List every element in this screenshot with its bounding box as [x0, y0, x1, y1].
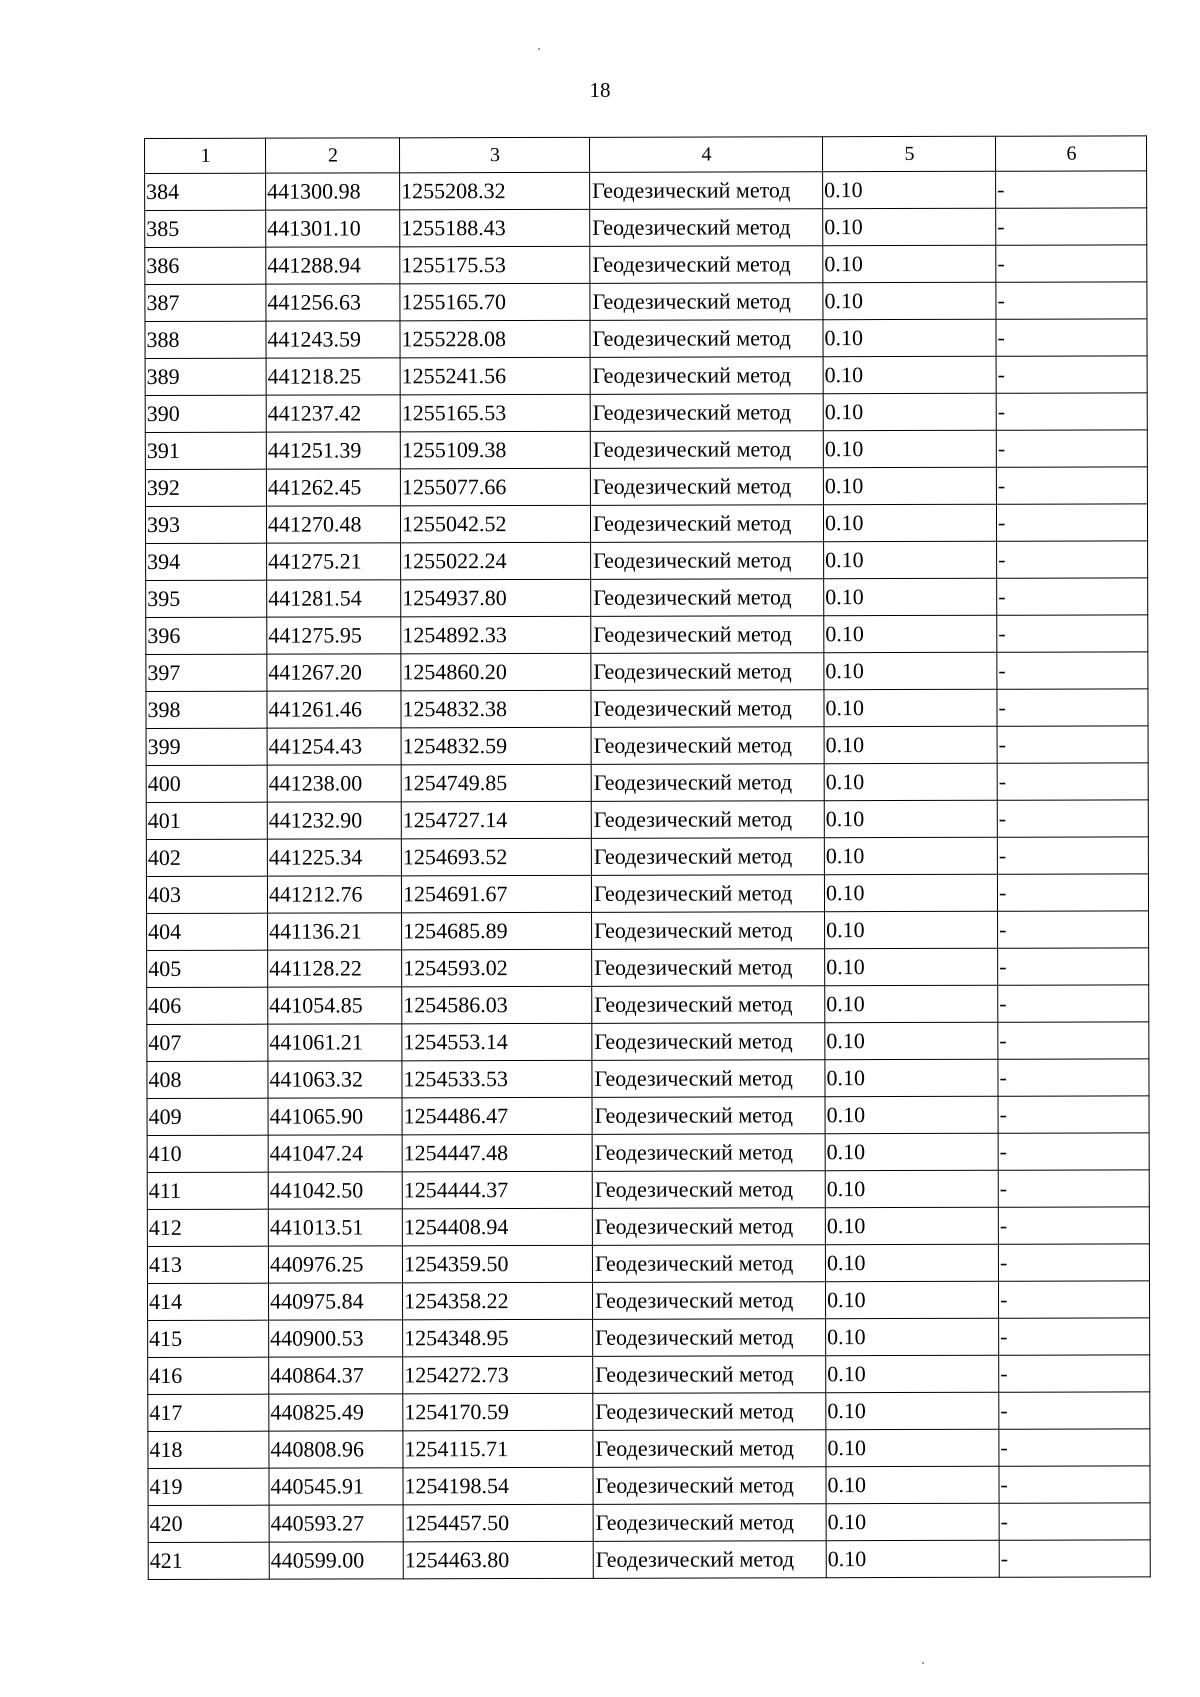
note-cell: - [998, 985, 1149, 1022]
accuracy-cell: 0.10 [824, 689, 997, 726]
point-number-cell: 420 [148, 1505, 269, 1542]
point-number-cell: 416 [148, 1357, 269, 1394]
x-coordinate-cell: 440900.53 [269, 1320, 403, 1357]
method-cell: Геодезический метод [591, 542, 824, 580]
method-cell: Геодезический метод [590, 505, 823, 543]
accuracy-cell: 0.10 [826, 1318, 999, 1355]
accuracy-cell: 0.10 [825, 1207, 998, 1244]
point-number-cell: 411 [147, 1172, 268, 1209]
note-cell: - [997, 689, 1148, 726]
table-row [148, 1540, 1150, 1580]
table-row [147, 1096, 1149, 1136]
y-coordinate-cell: 1254693.52 [401, 838, 591, 875]
x-coordinate-cell: 441261.46 [267, 691, 401, 728]
note-cell: - [998, 948, 1149, 985]
x-coordinate-cell: 441262.45 [266, 469, 400, 506]
accuracy-cell: 0.10 [823, 245, 996, 282]
accuracy-cell: 0.10 [824, 763, 997, 800]
note-cell: - [996, 319, 1147, 356]
table-row [148, 1466, 1150, 1506]
point-number-cell: 404 [147, 913, 268, 950]
note-cell: - [998, 1022, 1149, 1059]
note-cell: - [999, 1429, 1150, 1466]
note-cell: - [999, 1466, 1150, 1503]
method-cell: Геодезический метод [590, 172, 823, 210]
note-cell: - [997, 763, 1148, 800]
note-cell: - [997, 541, 1148, 578]
x-coordinate-cell: 440825.49 [269, 1394, 403, 1431]
method-cell: Геодезический метод [592, 1282, 825, 1320]
table-row [145, 282, 1147, 322]
accuracy-cell: 0.10 [825, 1244, 998, 1281]
y-coordinate-cell: 1255228.08 [400, 320, 590, 357]
y-coordinate-cell: 1255165.53 [400, 394, 590, 431]
table-row [147, 1133, 1149, 1173]
method-cell: Геодезический метод [593, 1393, 826, 1431]
point-number-cell: 415 [148, 1320, 269, 1357]
x-coordinate-cell: 441047.24 [268, 1135, 402, 1172]
point-number-cell: 406 [147, 987, 268, 1024]
point-number-cell: 385 [145, 210, 266, 247]
x-coordinate-cell: 441237.42 [266, 395, 400, 432]
x-coordinate-cell: 441300.98 [266, 173, 400, 210]
method-cell: Геодезический метод [592, 949, 825, 987]
accuracy-cell: 0.10 [825, 1096, 998, 1133]
method-cell: Геодезический метод [591, 616, 824, 654]
note-cell: - [997, 726, 1148, 763]
note-cell: - [998, 1207, 1149, 1244]
point-number-cell: 414 [147, 1283, 268, 1320]
table-row [146, 837, 1148, 877]
y-coordinate-cell: 1254457.50 [403, 1504, 593, 1541]
note-cell: - [997, 652, 1148, 689]
note-cell: - [996, 467, 1147, 504]
accuracy-cell: 0.10 [826, 1429, 999, 1466]
y-coordinate-cell: 1254272.73 [403, 1356, 593, 1393]
table-row [147, 1022, 1149, 1062]
table-row [147, 948, 1149, 988]
y-coordinate-cell: 1255042.52 [400, 505, 590, 542]
x-coordinate-cell: 441270.48 [266, 506, 400, 543]
point-number-cell: 418 [148, 1431, 269, 1468]
point-number-cell: 401 [146, 802, 267, 839]
method-cell: Геодезический метод [593, 1467, 826, 1505]
accuracy-cell: 0.10 [826, 1503, 999, 1540]
x-coordinate-cell: 441063.32 [268, 1061, 402, 1098]
accuracy-cell: 0.10 [825, 1133, 998, 1170]
y-coordinate-cell: 1255241.56 [400, 357, 590, 394]
note-cell: - [999, 1392, 1150, 1429]
table-row [148, 1318, 1150, 1358]
accuracy-cell: 0.10 [825, 911, 998, 948]
method-cell: Геодезический метод [590, 394, 823, 432]
point-number-cell: 419 [148, 1468, 269, 1505]
table-row [146, 874, 1148, 914]
method-cell: Геодезический метод [591, 690, 824, 728]
page-number: 18 [589, 78, 611, 102]
accuracy-cell: 0.10 [824, 800, 997, 837]
y-coordinate-cell: 1255165.70 [400, 283, 590, 320]
accuracy-cell: 0.10 [825, 1281, 998, 1318]
column-header: 6 [995, 136, 1146, 171]
note-cell: - [997, 874, 1148, 911]
header-row [145, 136, 1147, 174]
y-coordinate-cell: 1254533.53 [402, 1060, 592, 1097]
column-header: 3 [400, 137, 590, 172]
method-cell: Геодезический метод [592, 1245, 825, 1283]
accuracy-cell: 0.10 [824, 541, 997, 578]
x-coordinate-cell: 441013.51 [268, 1209, 402, 1246]
point-number-cell: 396 [146, 617, 267, 654]
table-row [147, 1244, 1149, 1284]
x-coordinate-cell: 441254.43 [267, 728, 401, 765]
point-number-cell: 394 [146, 543, 267, 580]
x-coordinate-cell: 441281.54 [267, 580, 401, 617]
note-cell: - [998, 1281, 1149, 1318]
column-header: 5 [822, 136, 995, 171]
x-coordinate-cell: 440975.84 [268, 1283, 402, 1320]
method-cell: Геодезический метод [590, 357, 823, 395]
accuracy-cell: 0.10 [825, 1059, 998, 1096]
point-number-cell: 393 [145, 506, 266, 543]
x-coordinate-cell: 441218.25 [266, 358, 400, 395]
y-coordinate-cell: 1254553.14 [402, 1023, 592, 1060]
note-cell: - [996, 430, 1147, 467]
accuracy-cell: 0.10 [826, 1466, 999, 1503]
method-cell: Геодезический метод [593, 1541, 826, 1579]
x-coordinate-cell: 440599.00 [269, 1542, 403, 1579]
table-row [148, 1392, 1150, 1432]
y-coordinate-cell: 1254198.54 [403, 1467, 593, 1504]
method-cell: Геодезический метод [592, 1134, 825, 1172]
x-coordinate-cell: 441054.85 [268, 987, 402, 1024]
table-row [145, 356, 1147, 396]
table-row [146, 800, 1148, 840]
table-row [146, 652, 1148, 692]
y-coordinate-cell: 1254463.80 [403, 1541, 593, 1578]
point-number-cell: 384 [145, 173, 266, 210]
point-number-cell: 403 [146, 876, 267, 913]
y-coordinate-cell: 1254937.80 [401, 579, 591, 616]
table-header [145, 136, 1147, 174]
accuracy-cell: 0.10 [825, 1170, 998, 1207]
column-header: 2 [266, 138, 400, 173]
method-cell: Геодезический метод [591, 764, 824, 802]
accuracy-cell: 0.10 [824, 578, 997, 615]
note-cell: - [997, 578, 1148, 615]
note-cell: - [996, 171, 1147, 208]
y-coordinate-cell: 1254832.38 [401, 690, 591, 727]
y-coordinate-cell: 1254486.47 [402, 1097, 592, 1134]
point-number-cell: 410 [147, 1135, 268, 1172]
accuracy-cell: 0.10 [823, 171, 996, 208]
point-number-cell: 391 [145, 432, 266, 469]
point-number-cell: 399 [146, 728, 267, 765]
y-coordinate-cell: 1255077.66 [400, 468, 590, 505]
note-cell: - [997, 837, 1148, 874]
note-cell: - [999, 1318, 1150, 1355]
column-header: 1 [145, 138, 266, 173]
method-cell: Геодезический метод [590, 283, 823, 321]
y-coordinate-cell: 1254593.02 [402, 949, 592, 986]
point-number-cell: 386 [145, 247, 266, 284]
note-cell: - [998, 911, 1149, 948]
note-cell: - [999, 1540, 1150, 1577]
note-cell: - [997, 800, 1148, 837]
x-coordinate-cell: 441243.59 [266, 321, 400, 358]
table-row [146, 726, 1148, 766]
y-coordinate-cell: 1254749.85 [401, 764, 591, 801]
x-coordinate-cell: 441256.63 [266, 284, 400, 321]
x-coordinate-cell: 441267.20 [267, 654, 401, 691]
y-coordinate-cell: 1254115.71 [403, 1430, 593, 1467]
table-row [148, 1503, 1150, 1543]
table-row [146, 615, 1148, 655]
note-cell: - [998, 1244, 1149, 1281]
accuracy-cell: 0.10 [824, 837, 997, 874]
point-number-cell: 421 [148, 1542, 269, 1579]
x-coordinate-cell: 441288.94 [266, 247, 400, 284]
point-number-cell: 417 [148, 1394, 269, 1431]
point-number-cell: 398 [146, 691, 267, 728]
x-coordinate-cell: 441251.39 [266, 432, 400, 469]
note-cell: - [996, 504, 1147, 541]
table-row [145, 319, 1147, 359]
table-row [147, 1170, 1149, 1210]
y-coordinate-cell: 1254892.33 [401, 616, 591, 653]
table-row [145, 467, 1147, 507]
table-row [147, 911, 1149, 951]
x-coordinate-cell: 441275.95 [267, 617, 401, 654]
accuracy-cell: 0.10 [824, 874, 997, 911]
accuracy-cell: 0.10 [823, 282, 996, 319]
table-row [147, 1059, 1149, 1099]
accuracy-cell: 0.10 [824, 615, 997, 652]
accuracy-cell: 0.10 [826, 1392, 999, 1429]
accuracy-cell: 0.10 [826, 1355, 999, 1392]
method-cell: Геодезический метод [593, 1504, 826, 1542]
table-row [147, 985, 1149, 1025]
method-cell: Геодезический метод [593, 1319, 826, 1357]
table-row [148, 1429, 1150, 1469]
x-coordinate-cell: 441225.34 [267, 839, 401, 876]
table-row [145, 393, 1147, 433]
note-cell: - [999, 1503, 1150, 1540]
y-coordinate-cell: 1254359.50 [402, 1245, 592, 1282]
y-coordinate-cell: 1254860.20 [401, 653, 591, 690]
x-coordinate-cell: 440864.37 [269, 1357, 403, 1394]
point-number-cell: 395 [146, 580, 267, 617]
point-number-cell: 408 [147, 1061, 268, 1098]
y-coordinate-cell: 1255208.32 [400, 172, 590, 209]
table-row [145, 245, 1147, 285]
x-coordinate-cell: 440545.91 [269, 1468, 403, 1505]
note-cell: - [996, 282, 1147, 319]
point-number-cell: 392 [145, 469, 266, 506]
accuracy-cell: 0.10 [824, 726, 997, 763]
accuracy-cell: 0.10 [826, 1540, 999, 1577]
accuracy-cell: 0.10 [823, 393, 996, 430]
note-cell: - [998, 1059, 1149, 1096]
method-cell: Геодезический метод [592, 1097, 825, 1135]
method-cell: Геодезический метод [591, 801, 824, 839]
y-coordinate-cell: 1255175.53 [400, 246, 590, 283]
x-coordinate-cell: 440976.25 [268, 1246, 402, 1283]
note-cell: - [997, 615, 1148, 652]
y-coordinate-cell: 1254727.14 [401, 801, 591, 838]
method-cell: Геодезический метод [592, 1023, 825, 1061]
point-number-cell: 400 [146, 765, 267, 802]
method-cell: Геодезический метод [593, 1430, 826, 1468]
y-coordinate-cell: 1254348.95 [403, 1319, 593, 1356]
note-cell: - [998, 1096, 1149, 1133]
table-row [145, 208, 1147, 248]
accuracy-cell: 0.10 [825, 1022, 998, 1059]
column-header: 4 [589, 137, 822, 173]
y-coordinate-cell: 1254685.89 [402, 912, 592, 949]
note-cell: - [996, 356, 1147, 393]
table-row [148, 1355, 1150, 1395]
method-cell: Геодезический метод [592, 1208, 825, 1246]
table-body [145, 171, 1151, 1580]
note-cell: - [996, 208, 1147, 245]
method-cell: Геодезический метод [593, 1356, 826, 1394]
point-number-cell: 407 [147, 1024, 268, 1061]
y-coordinate-cell: 1255188.43 [400, 209, 590, 246]
x-coordinate-cell: 441275.21 [267, 543, 401, 580]
y-coordinate-cell: 1254586.03 [402, 986, 592, 1023]
x-coordinate-cell: 441238.00 [267, 765, 401, 802]
y-coordinate-cell: 1254447.48 [402, 1134, 592, 1171]
method-cell: Геодезический метод [590, 431, 823, 469]
y-coordinate-cell: 1254408.94 [402, 1208, 592, 1245]
table-row [145, 504, 1147, 544]
method-cell: Геодезический метод [591, 653, 824, 691]
note-cell: - [996, 393, 1147, 430]
scan-speck [922, 1662, 924, 1664]
y-coordinate-cell: 1254358.22 [402, 1282, 592, 1319]
table-row [146, 541, 1148, 581]
accuracy-cell: 0.10 [823, 504, 996, 541]
accuracy-cell: 0.10 [823, 356, 996, 393]
note-cell: - [998, 1170, 1149, 1207]
y-coordinate-cell: 1254170.59 [403, 1393, 593, 1430]
point-number-cell: 402 [146, 839, 267, 876]
note-cell: - [999, 1355, 1150, 1392]
note-cell: - [996, 245, 1147, 282]
point-number-cell: 389 [145, 358, 266, 395]
x-coordinate-cell: 441136.21 [268, 913, 402, 950]
table-row [147, 1281, 1149, 1321]
method-cell: Геодезический метод [591, 875, 824, 913]
point-number-cell: 390 [145, 395, 266, 432]
table-row [146, 578, 1148, 618]
scan-speck [538, 48, 540, 50]
method-cell: Геодезический метод [591, 579, 824, 617]
y-coordinate-cell: 1254832.59 [401, 727, 591, 764]
table-row [145, 430, 1147, 470]
method-cell: Геодезический метод [592, 1171, 825, 1209]
accuracy-cell: 0.10 [825, 948, 998, 985]
y-coordinate-cell: 1255109.38 [400, 431, 590, 468]
table-row [146, 763, 1148, 803]
x-coordinate-cell: 440808.96 [269, 1431, 403, 1468]
accuracy-cell: 0.10 [825, 985, 998, 1022]
x-coordinate-cell: 441042.50 [268, 1172, 402, 1209]
method-cell: Геодезический метод [590, 320, 823, 358]
y-coordinate-cell: 1255022.24 [401, 542, 591, 579]
accuracy-cell: 0.10 [823, 467, 996, 504]
point-number-cell: 397 [146, 654, 267, 691]
accuracy-cell: 0.10 [823, 208, 996, 245]
point-number-cell: 388 [145, 321, 266, 358]
method-cell: Геодезический метод [590, 468, 823, 506]
x-coordinate-cell: 441212.76 [267, 876, 401, 913]
coordinates-table [144, 135, 1151, 1580]
y-coordinate-cell: 1254444.37 [402, 1171, 592, 1208]
accuracy-cell: 0.10 [823, 319, 996, 356]
x-coordinate-cell: 440593.27 [269, 1505, 403, 1542]
method-cell: Геодезический метод [592, 986, 825, 1024]
method-cell: Геодезический метод [592, 912, 825, 950]
x-coordinate-cell: 441301.10 [266, 210, 400, 247]
x-coordinate-cell: 441061.21 [268, 1024, 402, 1061]
method-cell: Геодезический метод [591, 727, 824, 765]
point-number-cell: 387 [145, 284, 266, 321]
table-row [145, 171, 1147, 211]
method-cell: Геодезический метод [591, 838, 824, 876]
accuracy-cell: 0.10 [824, 652, 997, 689]
point-number-cell: 413 [147, 1246, 268, 1283]
point-number-cell: 409 [147, 1098, 268, 1135]
point-number-cell: 412 [147, 1209, 268, 1246]
table-row [147, 1207, 1149, 1247]
x-coordinate-cell: 441232.90 [267, 802, 401, 839]
table-row [146, 689, 1148, 729]
accuracy-cell: 0.10 [823, 430, 996, 467]
point-number-cell: 405 [147, 950, 268, 987]
x-coordinate-cell: 441065.90 [268, 1098, 402, 1135]
method-cell: Геодезический метод [590, 209, 823, 247]
method-cell: Геодезический метод [590, 246, 823, 284]
note-cell: - [998, 1133, 1149, 1170]
method-cell: Геодезический метод [592, 1060, 825, 1098]
x-coordinate-cell: 441128.22 [268, 950, 402, 987]
y-coordinate-cell: 1254691.67 [401, 875, 591, 912]
